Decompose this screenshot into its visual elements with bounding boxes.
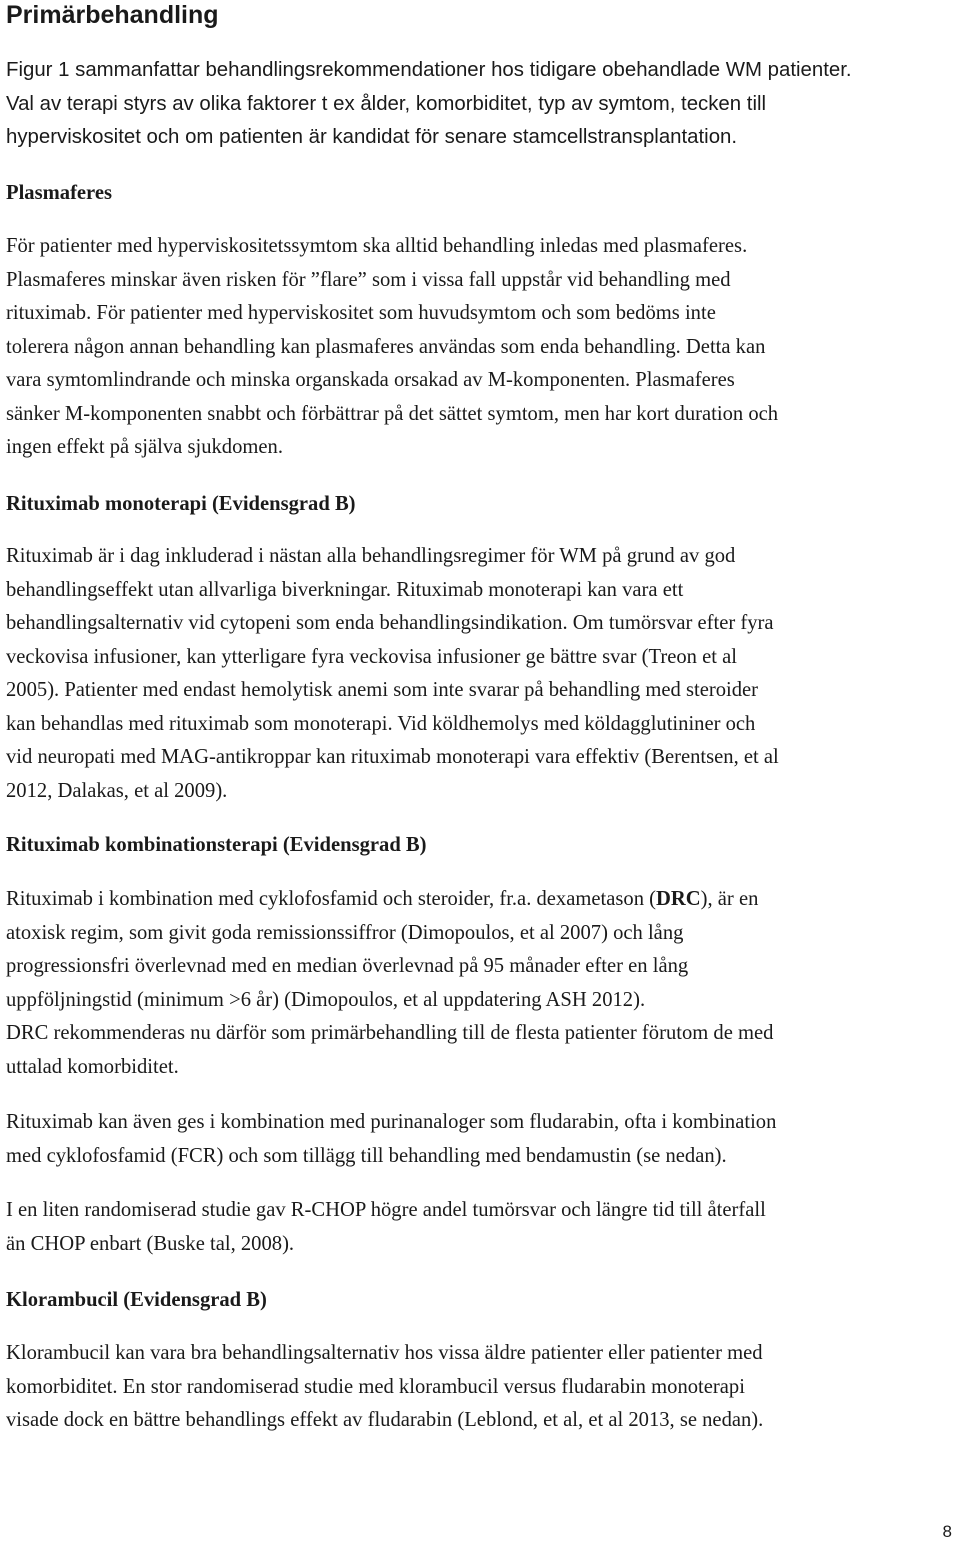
page-title: Primärbehandling [6,1,219,29]
text-line: Plasmaferes minskar även risken för ”flare” som i vissa fall uppstår vid behandling med [6,268,731,291]
text-fragment: ), är en [700,888,759,910]
text-line: visade dock en bättre behandlings effekt av fludarabin (Leblond, et al, et al 2013, se nedan). [6,1409,764,1431]
text-line: I en liten randomiserad studie gav R-CHOP högre andel tumörsvar och längre tid till återfall [6,1199,766,1221]
text-line: Rituximab är i dag inkluderad i nästan alla behandlingsregimer för WM på grund av god [6,545,736,567]
r-chop-paragraph [6,1194,954,1261]
text-line: vara symtomlindrande och minska organskada orsakad av M-komponenten. Plasmaferes [6,369,735,391]
text-line: än CHOP enbart (Buske tal, 2008). [6,1232,295,1255]
text-line: behandlingsalternativ vid cytopeni som enda behandlingsindikation. Om tumörsvar efter fyra [6,612,774,634]
text-fragment: Rituximab i kombination med cyklofosfamid och steroider, fr.a. dexametason ( [6,888,657,910]
section-heading-rituximab-monoterapi: Rituximab monoterapi (Evidensgrad B) [6,493,356,515]
plasmaferes-paragraph [6,230,954,465]
section-heading-plasmaferes: Plasmaferes [6,182,112,204]
text-line: med cyklofosfamid (FCR) och som tillägg till behandling med bendamustin (se nedan). [6,1144,727,1167]
text-line: Val av terapi styrs av olika faktorer t ex ålder, komorbiditet, typ av symtom, tecken till [6,92,767,115]
text-line: progressionsfri överlevnad med en median överlevnad på 95 månader efter en lång [6,955,689,977]
section-heading-rituximab-kombinationsterapi: Rituximab kombinationsterapi (Evidensgrad B) [6,834,427,856]
text-line: behandlingseffekt utan allvarliga biverkningar. Rituximab monoterapi kan vara ett [6,578,684,601]
page-number: 8 [942,1522,952,1541]
rituximab-purinanaloger-paragraph [6,1106,954,1173]
drc-abbreviation: DRC [656,888,701,910]
text-line: uttalad komorbiditet. [6,1055,179,1078]
text-line: uppföljningstid (minimum >6 år) (Dimopoulos, et al uppdatering ASH 2012). [6,988,646,1011]
text-line: tolerera någon annan behandling kan plasmaferes användas som enda behandling. Detta kan [6,335,766,358]
text-line [6,883,954,917]
section-heading-klorambucil: Klorambucil (Evidensgrad B) [6,1289,267,1311]
text-line: hyperviskositet och om patienten är kandidat för senare stamcellstransplantation. [6,126,738,148]
text-line: För patienter med hyperviskositetssymtom ska alltid behandling inledas med plasmaferes. [6,235,748,257]
klorambucil-paragraph [6,1337,954,1438]
text-line: komorbiditet. En stor randomiserad studie med klorambucil versus fludarabin monoterapi [6,1375,745,1398]
text-line: kan behandlas med rituximab som monoterapi. Vid köldhemolys med köldagglutininer och [6,712,756,735]
text-line: veckovisa infusioner, kan ytterligare fyra veckovisa infusioner ge bättre svar (Treon et al [6,645,737,668]
intro-paragraph [6,54,954,155]
text-line: 2012, Dalakas, et al 2009). [6,779,228,802]
text-line: DRC rekommenderas nu därför som primärbehandling till de flesta patienter förutom de med [6,1022,774,1044]
text-line: sänker M-komponenten snabbt och förbättrar på det sättet symtom, men har kort duration och [6,402,779,425]
text-line: Figur 1 sammanfattar behandlingsrekommendationer hos tidigare obehandlade WM patienter. [6,59,852,81]
text-line: vid neuropati med MAG-antikroppar kan rituximab monoterapi vara effektiv (Berentsen, et al [6,746,779,768]
text-line: 2005). Patienter med endast hemolytisk anemi som inte svarar på behandling med steroider [6,679,759,701]
text-line: Rituximab kan även ges i kombination med purinanaloger som fludarabin, ofta i kombination [6,1111,777,1133]
text-line: Klorambucil kan vara bra behandlingsalternativ hos vissa äldre patienter eller patienter med [6,1342,763,1364]
rituximab-kombination-paragraph [6,883,954,1084]
text-line: atoxisk regim, som givit goda remissionssiffror (Dimopoulos, et al 2007) och lång [6,921,684,944]
text-line: ingen effekt på själva sjukdomen. [6,436,283,458]
rituximab-monoterapi-paragraph [6,540,954,808]
text-line: rituximab. För patienter med hyperviskositet som huvudsymtom och som bedöms inte [6,302,716,324]
